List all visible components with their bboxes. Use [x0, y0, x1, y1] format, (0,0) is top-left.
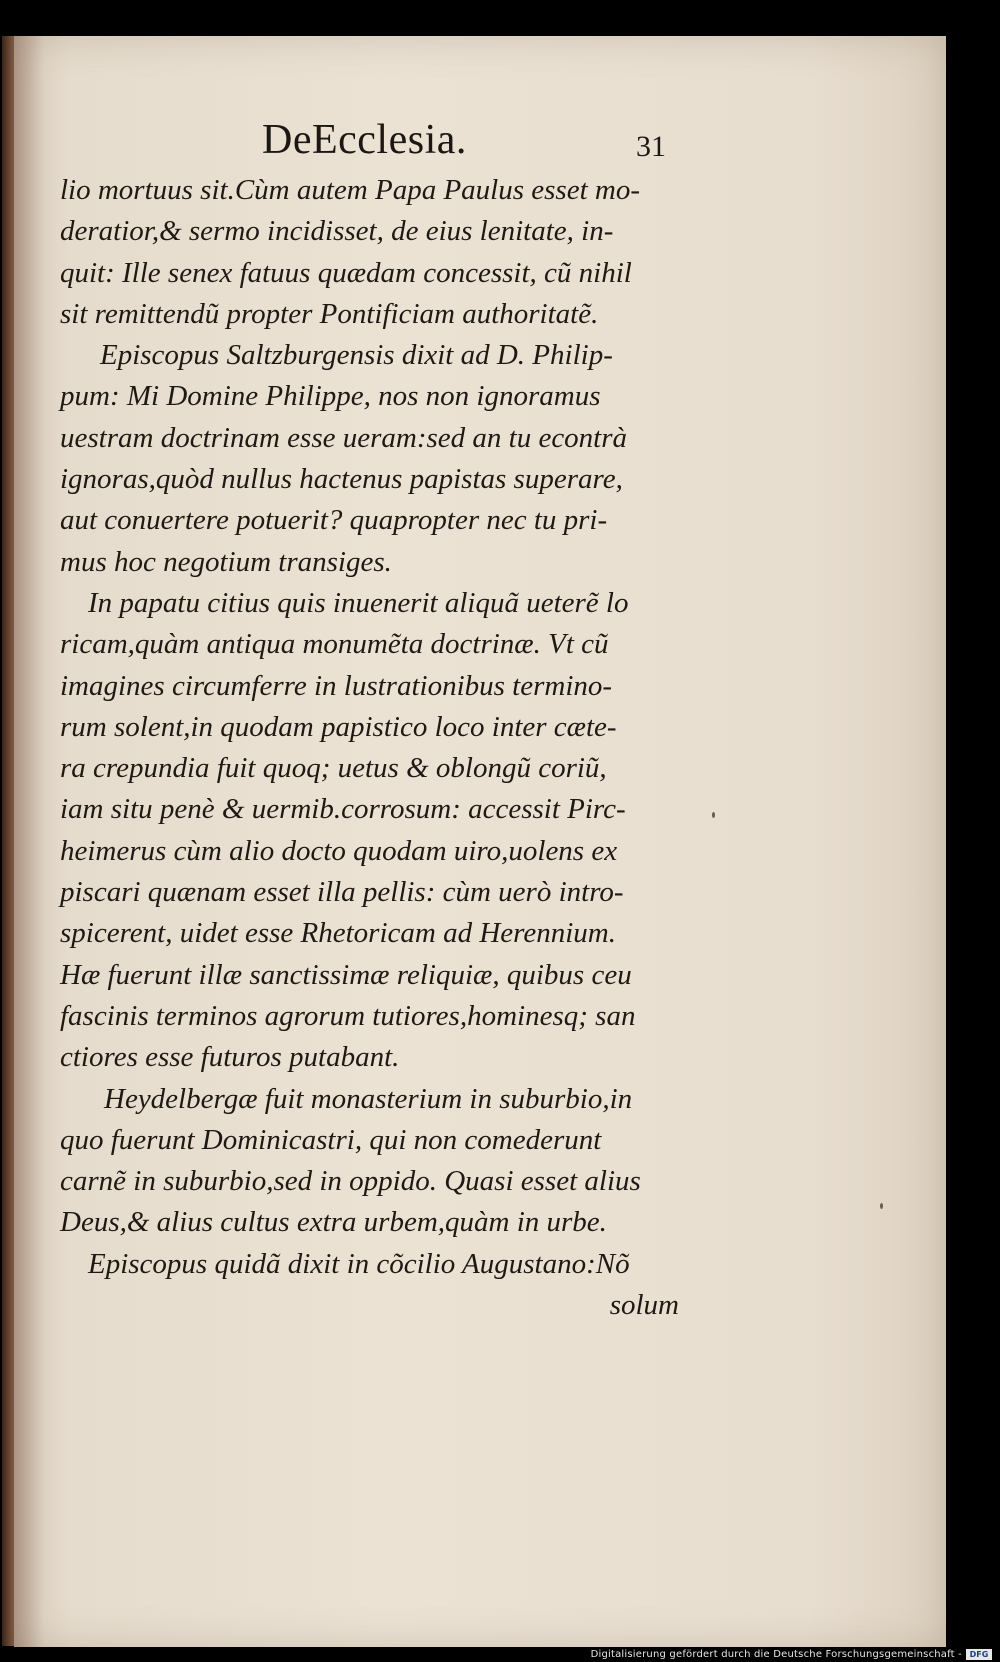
text-line-paragraph-start: In papatu citius quis inuenerit aliquã ueterẽ lo [88, 586, 629, 619]
text-line-paragraph-start: Episcopus quidã dixit in cõcilio Augustano:Nõ [88, 1247, 630, 1280]
text-line: quo fuerunt Dominicastri, qui non comederunt [60, 1123, 602, 1156]
paper-speck [880, 1203, 883, 1209]
page-number: 31 [636, 130, 666, 163]
text-line: carnẽ in suburbio,sed in oppido. Quasi esset alius [60, 1165, 641, 1198]
text-line: sit remittendũ propter Pontificiam authoritatẽ. [60, 297, 599, 330]
text-line: quit: Ille senex fatuus quædam concessit, cũ nihil [60, 256, 632, 289]
digitization-credit: Digitalisierung gefördert durch die Deutsche Forschungsgemeinschaft - [590, 1649, 962, 1660]
text-line-paragraph-start: Episcopus Saltzburgensis dixit ad D. Philip- [100, 339, 613, 372]
text-line: aut conuertere potuerit? quapropter nec tu pri- [60, 504, 608, 537]
text-line-paragraph-start: Heydelbergæ fuit monasterium in suburbio,in [104, 1082, 633, 1115]
text-line: iam situ penè & uermib.corrosum: accessit Pirc- [60, 793, 626, 826]
text-line: Deus,& alius cultus extra urbem,quàm in urbe. [60, 1206, 607, 1239]
text-line: pum: Mi Domine Philippe, nos non ignoramus [60, 380, 601, 413]
text-line: piscari quænam esset illa pellis: cùm uerò intro- [60, 876, 624, 909]
dfg-logo: DFG [966, 1649, 992, 1660]
text-line: imagines circumferre in lustrationibus termino- [60, 669, 613, 702]
text-line: Hæ fuerunt illæ sanctissimæ reliquiæ, quibus ceu [60, 958, 632, 991]
text-line: lio mortuus sit.Cùm autem Papa Paulus esset mo- [60, 174, 640, 206]
text-line: deratior,& sermo incidisset, de eius lenitate, in- [60, 215, 614, 248]
page-gutter-shadow [14, 36, 44, 1648]
catchword: solum [609, 1289, 679, 1322]
text-line: fascinis terminos agrorum tutiores,hominesq; san [60, 999, 636, 1032]
text-line: ra crepundia fuit quoq; uetus & oblongũ coriũ, [60, 752, 607, 785]
text-line: heimerus cùm alio docto quodam uiro,uolens ex [60, 834, 618, 867]
body-text [60, 170, 685, 1326]
text-line: ctiores esse futuros putabant. [60, 1041, 400, 1074]
text-line: rum solent,in quodam papistico loco inter cæte- [60, 710, 617, 743]
text-line: ricam,quàm antiqua monumẽta doctrinæ. Vt cũ [60, 628, 609, 661]
running-head: DeEcclesia. [262, 117, 467, 163]
text-line: ignoras,quòd nullus hactenus papistas superare, [60, 463, 623, 496]
text-line: mus hoc negotium transiges. [60, 545, 392, 578]
text-line: uestram doctrinam esse ueram:sed an tu econtrà [60, 421, 628, 454]
paper-speck [712, 812, 715, 818]
text-line: spicerent, uidet esse Rhetoricam ad Herennium. [60, 917, 616, 950]
